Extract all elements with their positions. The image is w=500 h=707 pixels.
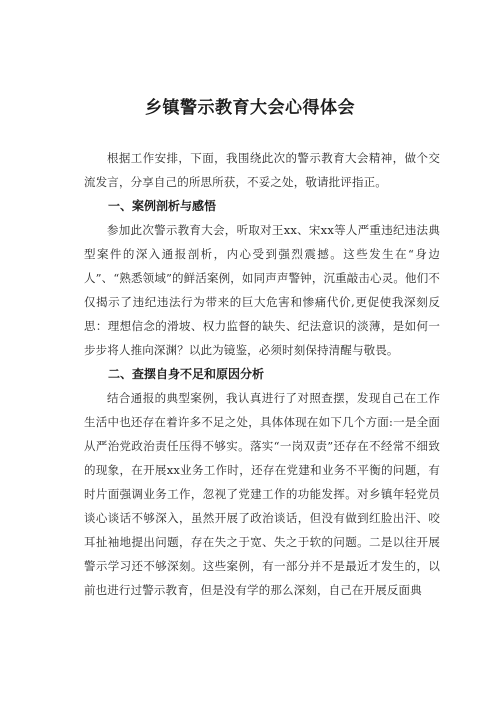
section-heading-1: 一、案例剖析与感悟: [108, 199, 217, 213]
document-body: [84, 146, 440, 602]
section-heading-2: 二、查摆自身不足和原因分析: [108, 367, 265, 381]
section-2-paragraph: 结合通报的典型案例，我认真进行了对照查摆，发现自己在工作生活中也还存在着许多不足之处，具体体现在如下几个方面:一是全面从严治党政治责任压得不够实。落实“一岗双责”还存在不经常不细致的现象，在开展xx业务工作时，还存在党建和业务不平衡的问题，有时片面强调业务工作，忽视了党建工作的功能发挥。对乡镇年轻党员谈心谈话不够深入，虽然开展了政治谈话，但没有做到红脸出汗、咬耳扯袖地提出问题，存在失之于宽、失之于软的问题。二是以往开展警示学习还不够深刻。这些案例，有一部分并不是最近才发生的，以前也进行过警示教育，但是没有学的那么深刻，自己在开展反面典: [84, 391, 440, 597]
document-title: 乡镇警示教育大会心得体会: [145, 98, 355, 118]
section-1-paragraph: 参加此次警示教育大会，听取对王xx、宋xx等人严重违纪违法典型案件的深入通报剖析，内心受到强烈震撼。这些发生在“身边人”、“熟悉领域”的鲜活案例，如同声声警钟，沉重敲击心灵。他们不仅揭示了违纪违法行为带来的巨大危害和惨痛代价,更促使我深刻反思：理想信念的滑坡、权力监督的缺失、纪法意识的淡薄，是如何一步步将人推向深渊？以此为镜鉴，必须时刻保持清醒与敬畏。: [84, 223, 440, 357]
intro-paragraph: 根据工作安排，下面，我围绕此次的警示教育大会精神，做个交流发言，分享自己的所思所获，不妥之处，敬请批评指正。: [84, 151, 440, 189]
